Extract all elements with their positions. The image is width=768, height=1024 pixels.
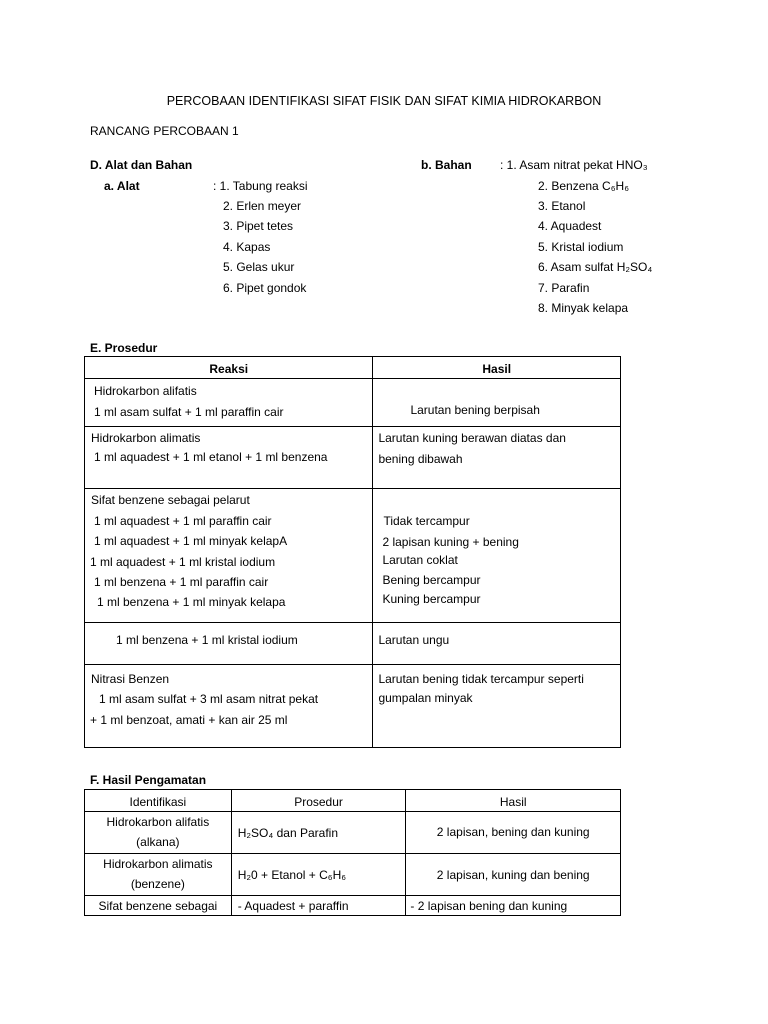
cell-line: 1 ml aquadest + 1 ml kristal iodium: [90, 555, 276, 569]
cell-line: 1 ml asam sulfat + 1 ml paraffin cair: [94, 405, 284, 419]
hasil-cell: [373, 427, 621, 489]
bahan-item: : 1. Asam nitrat pekat HNO₃: [500, 158, 648, 172]
header-hasil: Hasil: [499, 795, 527, 809]
cell-line: - Aquadest + paraffin: [237, 899, 349, 913]
hasil-cell: [406, 812, 621, 854]
alat-item: 3. Pipet tetes: [223, 219, 294, 233]
bahan-item: 4. Aquadest: [538, 219, 602, 233]
hasil-cell: [406, 896, 621, 916]
section-d-heading: D. Alat dan Bahan: [90, 158, 193, 172]
cell-line: H₂0 + Etanol + C₆H₆: [237, 868, 347, 882]
table-row: [85, 896, 621, 916]
header-cell: [406, 790, 621, 812]
document-title: PERCOBAAN IDENTIFIKASI SIFAT FISIK DAN SIFAT KIMIA HIDROKARBON: [166, 94, 602, 108]
prosedur-cell: [231, 854, 406, 896]
table-row: [85, 623, 621, 665]
cell-line: (benzene): [130, 877, 185, 891]
cell-line: H₂SO₄ dan Parafin: [237, 826, 338, 840]
hasil-cell: [406, 854, 621, 896]
cell-line: 1 ml aquadest + 1 ml etanol + 1 ml benzena: [94, 450, 328, 464]
alat-item: : 1. Tabung reaksi: [213, 179, 308, 193]
cell-line: gumpalan minyak: [378, 691, 473, 705]
table-row: [85, 665, 621, 748]
header-cell: [85, 357, 373, 379]
prosedur-cell: [231, 812, 406, 854]
cell-line: 1 ml aquadest + 1 ml minyak kelapA: [94, 534, 288, 548]
reaksi-cell: [85, 427, 373, 489]
cell-line: Kuning bercampur: [382, 592, 481, 606]
cell-line: Sifat benzene sebagai: [98, 899, 218, 913]
bahan-item: 2. Benzena C₆H₆: [538, 179, 630, 193]
hasil-cell: [373, 489, 621, 623]
cell-line: Larutan coklat: [382, 553, 458, 567]
hasil-pengamatan-table: [84, 789, 621, 916]
reaksi-cell: [85, 665, 373, 748]
bahan-item: 3. Etanol: [538, 199, 586, 213]
header-cell: [231, 790, 406, 812]
cell-line: Larutan bening berpisah: [410, 403, 540, 417]
identifikasi-cell: [85, 812, 232, 854]
prosedur-header-row: [85, 357, 621, 379]
bahan-label: b. Bahan: [421, 158, 472, 172]
header-identifikasi: Identifikasi: [129, 795, 187, 809]
cell-line: Larutan bening tidak tercampur seperti: [378, 672, 584, 686]
header-cell: [85, 790, 232, 812]
cell-line: bening dibawah: [378, 452, 463, 466]
cell-line: Tidak tercampur: [383, 514, 470, 528]
identifikasi-cell: [85, 854, 232, 896]
cell-line: 2 lapisan, bening dan kuning: [436, 825, 590, 839]
pengamatan-header-row: [85, 790, 621, 812]
hasil-cell: [373, 623, 621, 665]
alat-label: a. Alat: [104, 179, 140, 193]
header-cell: [373, 357, 621, 379]
reaksi-cell: [85, 623, 373, 665]
section-e-heading: E. Prosedur: [90, 341, 158, 355]
hasil-cell: [373, 665, 621, 748]
table-row: [85, 427, 621, 489]
prosedur-cell: [231, 896, 406, 916]
identifikasi-cell: [85, 896, 232, 916]
table-row: [85, 489, 621, 623]
alat-item: 5. Gelas ukur: [223, 260, 295, 274]
cell-line: Larutan kuning berawan diatas dan: [378, 431, 566, 445]
cell-line: Hidrokarbon alimatis: [91, 431, 201, 445]
bahan-item: 5. Kristal iodium: [538, 240, 624, 254]
hasil-cell: [373, 379, 621, 427]
table-row: [85, 812, 621, 854]
reaksi-cell: [85, 379, 373, 427]
alat-item: 2. Erlen meyer: [223, 199, 302, 213]
table-row: [85, 854, 621, 896]
cell-line: Hidrokarbon alifatis: [94, 384, 197, 398]
cell-line: Hidrokarbon alifatis: [106, 815, 210, 829]
cell-line: 1 ml benzena + 1 ml minyak kelapa: [97, 595, 286, 609]
cell-line: Hidrokarbon alimatis: [103, 857, 213, 871]
table-row: [85, 379, 621, 427]
cell-line: Sifat benzene sebagai pelarut: [91, 493, 250, 507]
alat-item: 4. Kapas: [223, 240, 271, 254]
cell-line: Nitrasi Benzen: [91, 672, 170, 686]
header-reaksi: Reaksi: [209, 362, 249, 376]
bahan-item: 6. Asam sulfat H₂SO₄: [538, 260, 653, 274]
reaksi-cell: [85, 489, 373, 623]
cell-line: 2 lapisan, kuning dan bening: [436, 868, 590, 882]
alat-item: 6. Pipet gondok: [223, 281, 307, 295]
cell-line: 1 ml aquadest + 1 ml paraffin cair: [94, 514, 272, 528]
document-subtitle: RANCANG PERCOBAAN 1: [90, 124, 239, 138]
bahan-item: 8. Minyak kelapa: [538, 301, 629, 315]
cell-line: 1 ml asam sulfat + 3 ml asam nitrat pekat: [99, 692, 319, 706]
header-prosedur: Prosedur: [294, 795, 343, 809]
cell-line: Bening bercampur: [382, 573, 481, 587]
cell-line: + 1 ml benzoat, amati + kan air 25 ml: [90, 713, 288, 727]
cell-line: (alkana): [136, 835, 180, 849]
prosedur-table: [84, 356, 621, 748]
cell-line: Larutan ungu: [378, 633, 450, 647]
cell-line: 1 ml benzena + 1 ml paraffin cair: [94, 575, 269, 589]
section-f-heading: F. Hasil Pengamatan: [90, 773, 207, 787]
cell-line: 1 ml benzena + 1 ml kristal iodium: [116, 633, 298, 647]
cell-line: 2 lapisan kuning + bening: [382, 535, 519, 549]
cell-line: - 2 lapisan bening dan kuning: [410, 899, 568, 913]
bahan-item: 7. Parafin: [538, 281, 590, 295]
header-hasil: Hasil: [482, 362, 512, 376]
